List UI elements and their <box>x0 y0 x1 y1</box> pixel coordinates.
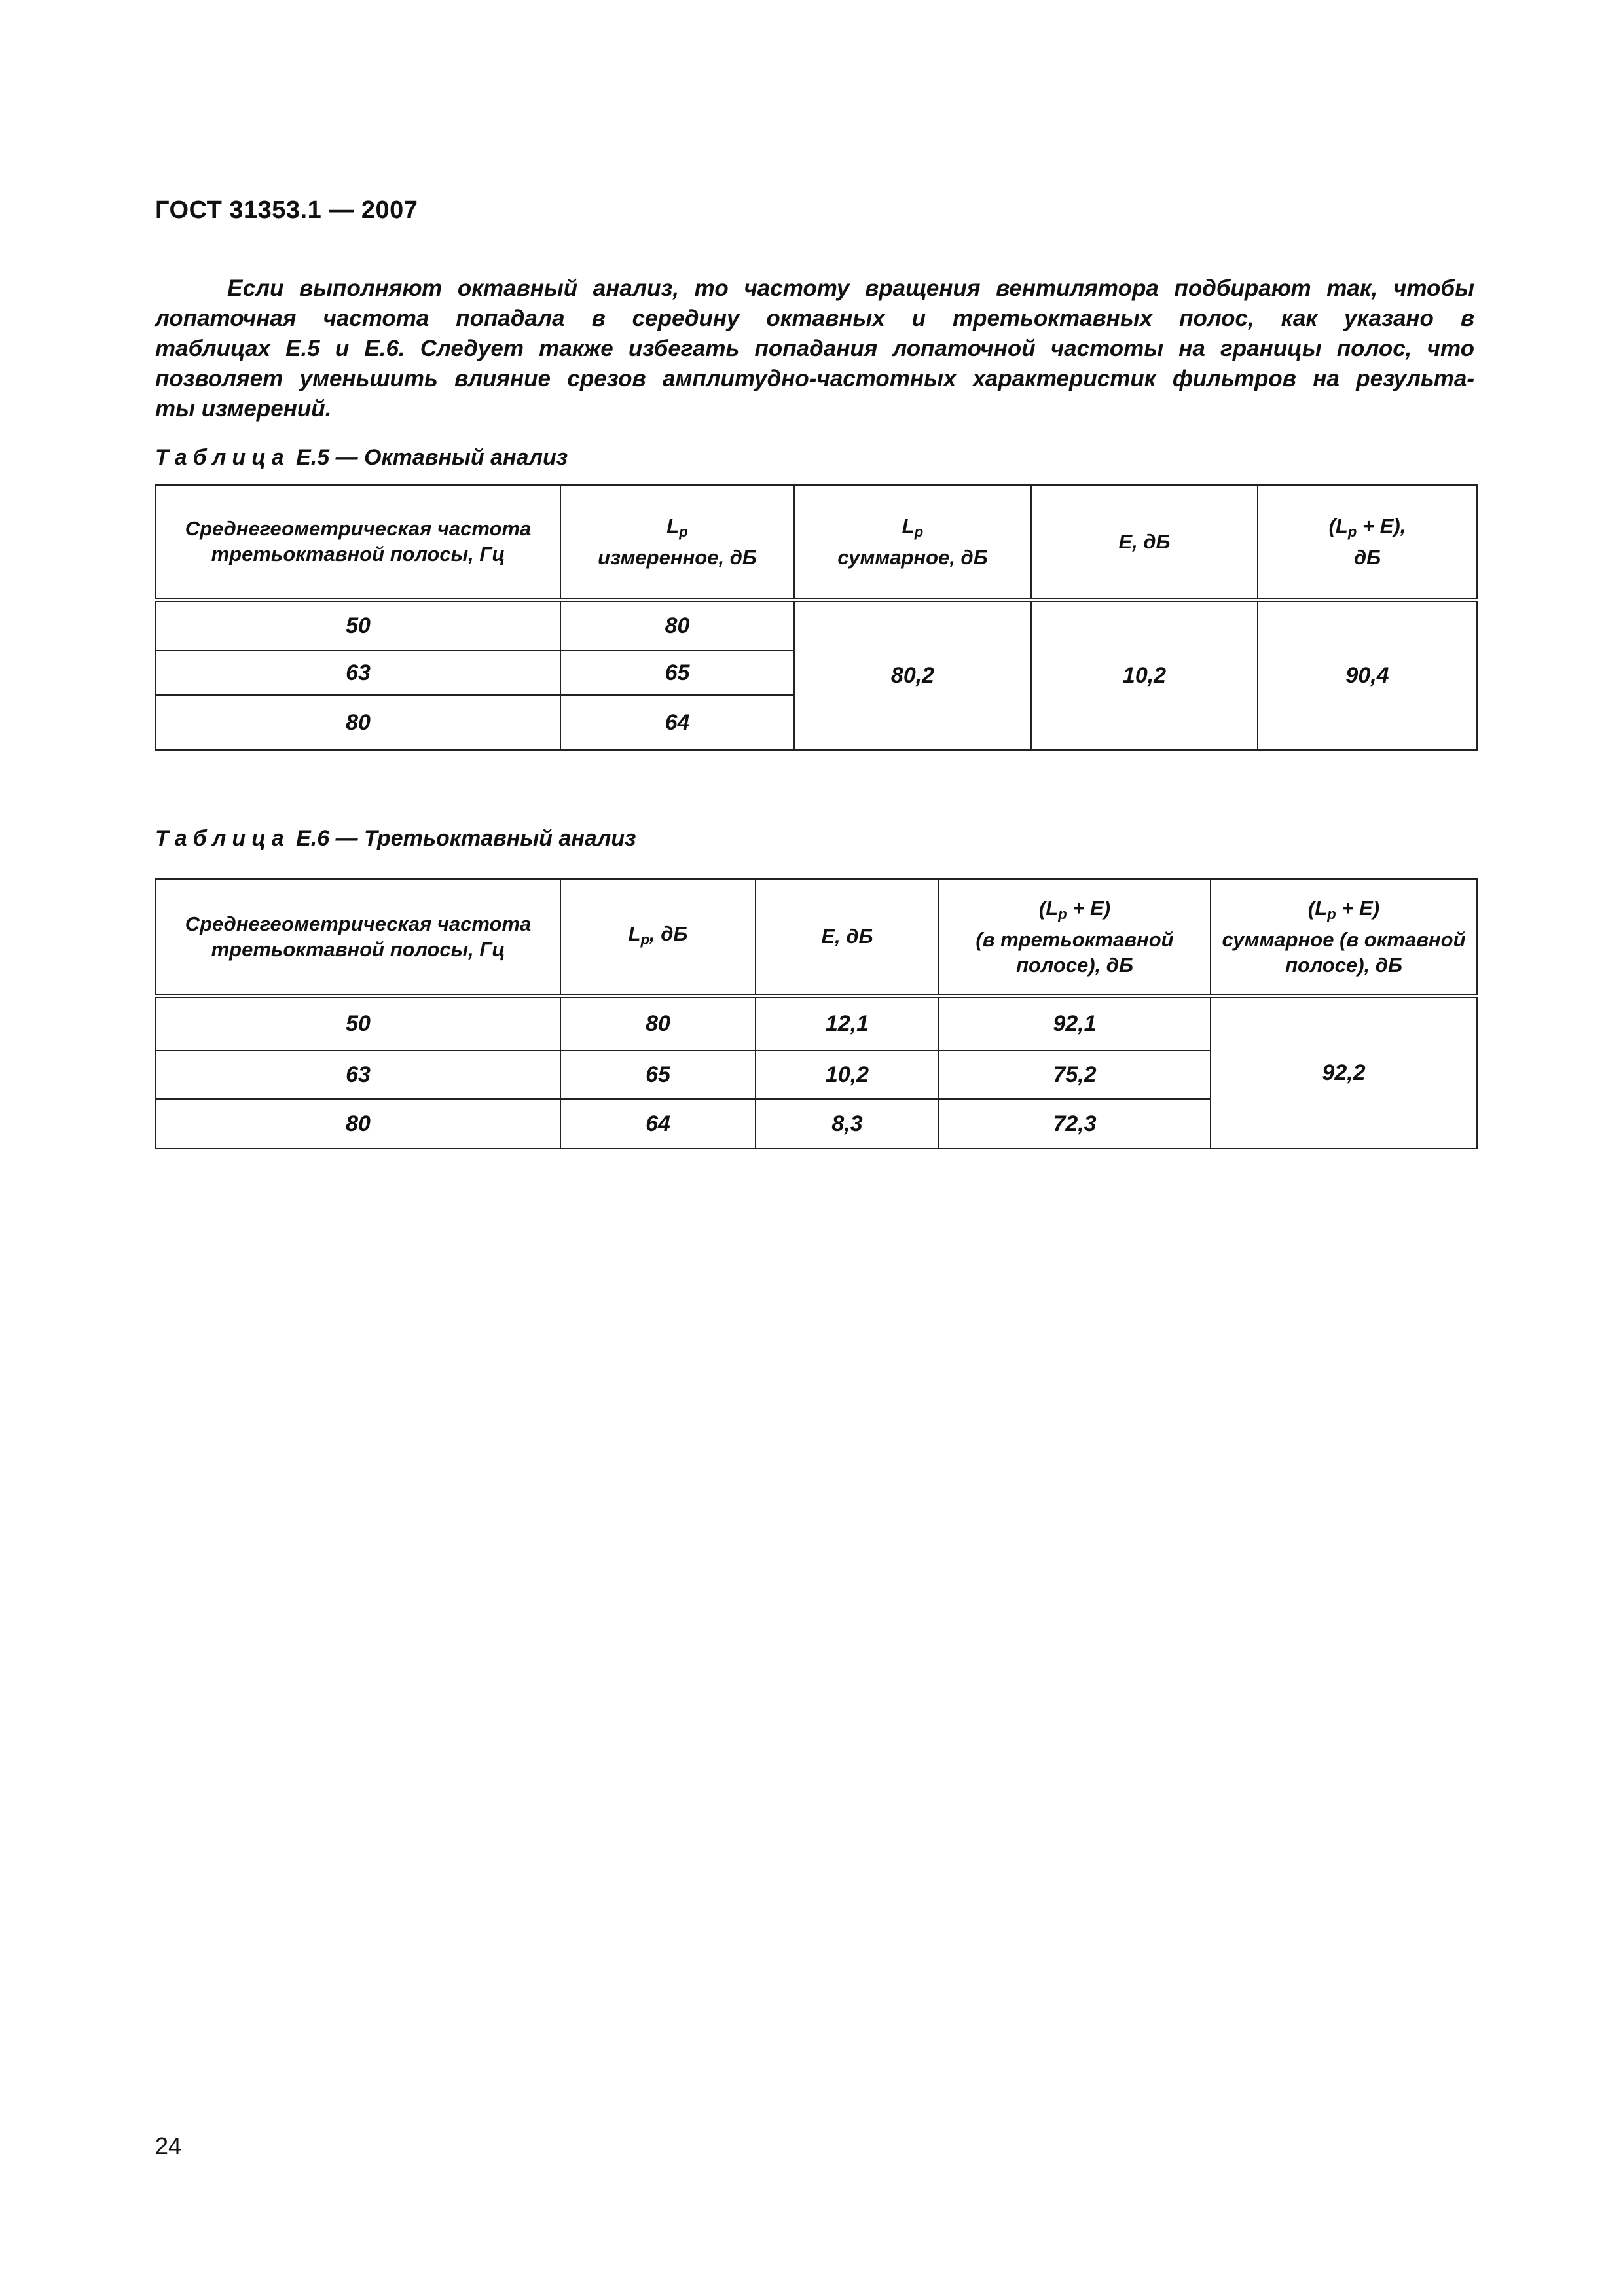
table-row <box>156 600 1477 651</box>
table-e5-header-lp-total: $L_p$ суммарное, дБ <box>794 485 1031 600</box>
cell-sum-octave: 92,2 <box>1211 996 1477 1149</box>
cell-lp-plus-e: 92,1 <box>939 996 1211 1050</box>
cell-e: 12,1 <box>756 996 939 1050</box>
cell-lp: 64 <box>560 695 794 750</box>
caption-text: Е.5 — Октавный анализ <box>289 445 568 470</box>
table-e6-header-freq: Среднегеометрическая частота третьоктавной полосы, Гц <box>156 879 560 996</box>
paragraph-line: Если выполняют октавный анализ, то частоту вращения вентилятора подбирают так, чтобы <box>227 276 1474 301</box>
table-e6-header-lp-plus-e-band: $(L_p + Е)$ (в третьоктавной полосе), дБ <box>939 879 1211 996</box>
table-row <box>156 996 1477 1050</box>
table-e5-header-lp-measured: $L_p$ измеренное, дБ <box>560 485 794 600</box>
cell-lp: 80 <box>560 996 756 1050</box>
document-header: ГОСТ 31353.1 — 2007 <box>155 196 418 224</box>
cell-lp-plus-e: 90,4 <box>1258 600 1477 750</box>
body-paragraph <box>155 274 1474 424</box>
caption-text: Е.6 — Третьоктавный анализ <box>289 826 636 851</box>
cell-lp: 65 <box>560 651 794 695</box>
cell-lp: 64 <box>560 1099 756 1149</box>
paragraph-line: таблицах Е.5 и Е.6. Следует также избегать попадания лопаточной частоты на границы полос, что <box>155 336 1474 361</box>
caption-label: Таблица <box>155 826 290 851</box>
paragraph-line: позволяет уменьшить влияние срезов амплитудно-частотных характеристик фильтров на результа- <box>155 366 1474 391</box>
table-e6-caption <box>155 826 636 852</box>
table-e6 <box>155 878 1478 1149</box>
table-e5-header-freq: Среднегеометрическая частота третьоктавной полосы, Гц <box>156 485 560 600</box>
cell-freq: 50 <box>156 996 560 1050</box>
cell-lp-plus-e: 72,3 <box>939 1099 1211 1149</box>
table-e6-header-e: Е, дБ <box>756 879 939 996</box>
table-e5 <box>155 484 1478 751</box>
table-e5-header-e: Е, дБ <box>1031 485 1258 600</box>
cell-e: 8,3 <box>756 1099 939 1149</box>
cell-freq: 50 <box>156 600 560 651</box>
table-e5-caption <box>155 445 568 471</box>
page-number: 24 <box>155 2132 182 2159</box>
paragraph-line: ты измерений. <box>155 396 332 422</box>
cell-freq: 80 <box>156 695 560 750</box>
cell-freq: 63 <box>156 651 560 695</box>
caption-label: Таблица <box>155 445 290 470</box>
cell-lp: 65 <box>560 1050 756 1099</box>
table-e6-header-lp-plus-e-octave: $(L_p + Е)$ суммарное (в октавной полосе), дБ <box>1211 879 1477 996</box>
cell-lp-plus-e: 75,2 <box>939 1050 1211 1099</box>
cell-lp-total: 80,2 <box>794 600 1031 750</box>
table-e6-header-lp: $L_p$, дБ <box>560 879 756 996</box>
cell-e: 10,2 <box>756 1050 939 1099</box>
cell-freq: 80 <box>156 1099 560 1149</box>
cell-freq: 63 <box>156 1050 560 1099</box>
cell-lp: 80 <box>560 600 794 651</box>
table-e5-header-lp-plus-e: $(L_p + Е)$, дБ <box>1258 485 1477 600</box>
paragraph-line: лопаточная частота попадала в середину октавных и третьоктавных полос, как указано в <box>155 306 1474 331</box>
cell-e: 10,2 <box>1031 600 1258 750</box>
